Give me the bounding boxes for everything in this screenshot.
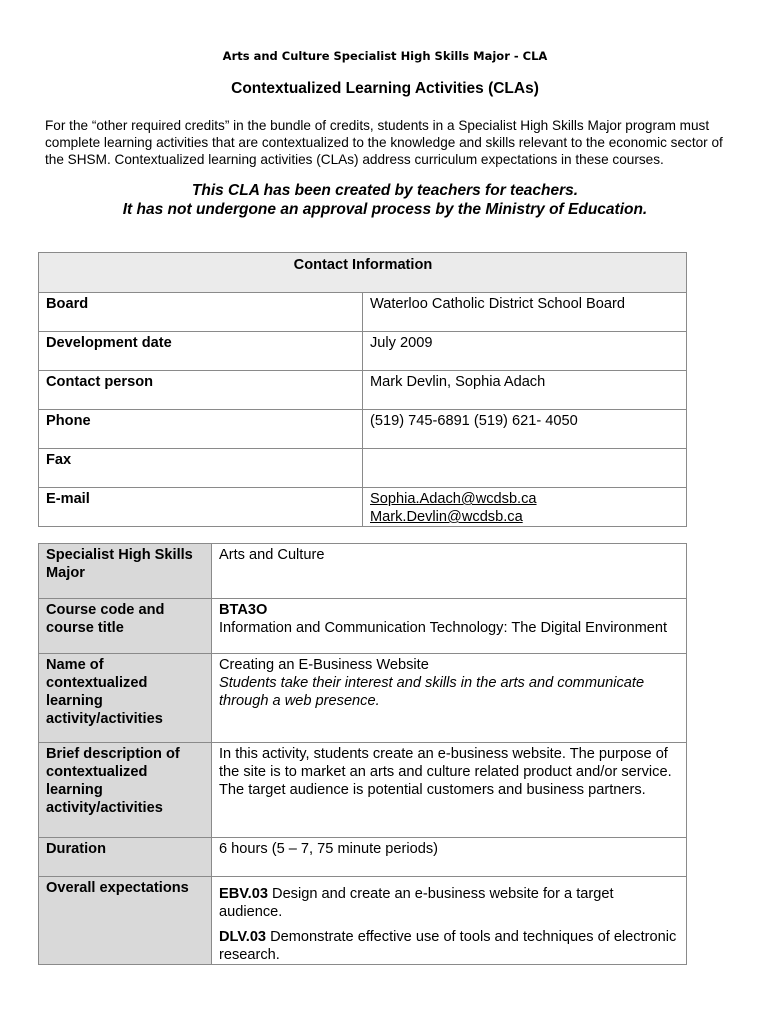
activity-name-label: Name of contextualized learning activity/activities [39,654,212,743]
shsm-details-table [38,543,687,965]
email-value [363,488,687,527]
expectation-item [219,885,680,921]
expectation-text: Demonstrate effective use of tools and techniques of electronic research. [219,929,677,963]
board-value: Waterloo Catholic District School Board [363,293,687,332]
course-value [212,599,687,654]
activity-subtitle: Students take their interest and skills in the arts and communicate through a web presence. [219,675,645,709]
table-row [39,544,687,599]
expectation-item [219,928,680,964]
overall-expectations-label: Overall expectations [39,877,212,965]
table-row [39,877,687,965]
table-row [39,293,687,332]
contact-information-table [38,252,687,527]
duration-value: 6 hours (5 – 7, 75 minute periods) [212,838,687,877]
duration-label: Duration [39,838,212,877]
expectation-text: Design and create an e-business website for a target audience. [219,886,614,920]
shsm-label: Specialist High Skills Major [39,544,212,599]
approval-notice [0,181,770,219]
table-row [39,654,687,743]
overall-expectations-value [212,877,687,965]
development-date-label: Development date [39,332,363,371]
contact-person-value: Mark Devlin, Sophia Adach [363,371,687,410]
description-label: Brief description of contextualized learning activity/activities [39,743,212,838]
course-code: BTA3O [219,602,268,618]
course-label: Course code and course title [39,599,212,654]
table-row [39,838,687,877]
intro-paragraph: For the “other required credits” in the bundle of credits, students in a Specialist High Skills Major program must complete learning activities that are contextualized to the knowledge and skills relevant to the economic sector of the SHSM. Contextualized learning activities (CLAs) address curriculum expectations in these courses. [45,118,723,167]
fax-label: Fax [39,449,363,488]
table-row [39,599,687,654]
phone-value: (519) 745-6891 (519) 621- 4050 [363,410,687,449]
fax-value [363,449,687,488]
email-link-sophia[interactable]: Sophia.Adach@wcdsb.ca [370,491,537,507]
expectation-code: DLV.03 [219,929,267,945]
description-value: In this activity, students create an e-business website. The purpose of the site is to market an arts and culture related product and/or service. The target audience is potential customers and business partners. [212,743,687,838]
table-row [39,449,687,488]
table-row [39,488,687,527]
phone-label: Phone [39,410,363,449]
shsm-value: Arts and Culture [212,544,687,599]
notice-line-2: It has not undergone an approval process by the Ministry of Education. [122,201,648,218]
contact-person-label: Contact person [39,371,363,410]
table-row [39,332,687,371]
notice-line-1: This CLA has been created by teachers for teachers. [191,182,579,199]
document-title: Contextualized Learning Activities (CLAs) [231,80,539,97]
email-label: E-mail [39,488,363,527]
activity-name-value [212,654,687,743]
document-header: Arts and Culture Specialist High Skills Major - CLA [222,49,548,63]
table-row [39,410,687,449]
table-row [39,743,687,838]
course-title: Information and Communication Technology: The Digital Environment [219,620,668,636]
table-row [39,371,687,410]
expectation-code: EBV.03 [219,886,268,902]
activity-name: Creating an E-Business Website [219,657,429,673]
development-date-value: July 2009 [363,332,687,371]
email-link-mark[interactable]: Mark.Devlin@wcdsb.ca [370,509,523,525]
contact-table-heading: Contact Information [39,253,687,293]
board-label: Board [39,293,363,332]
